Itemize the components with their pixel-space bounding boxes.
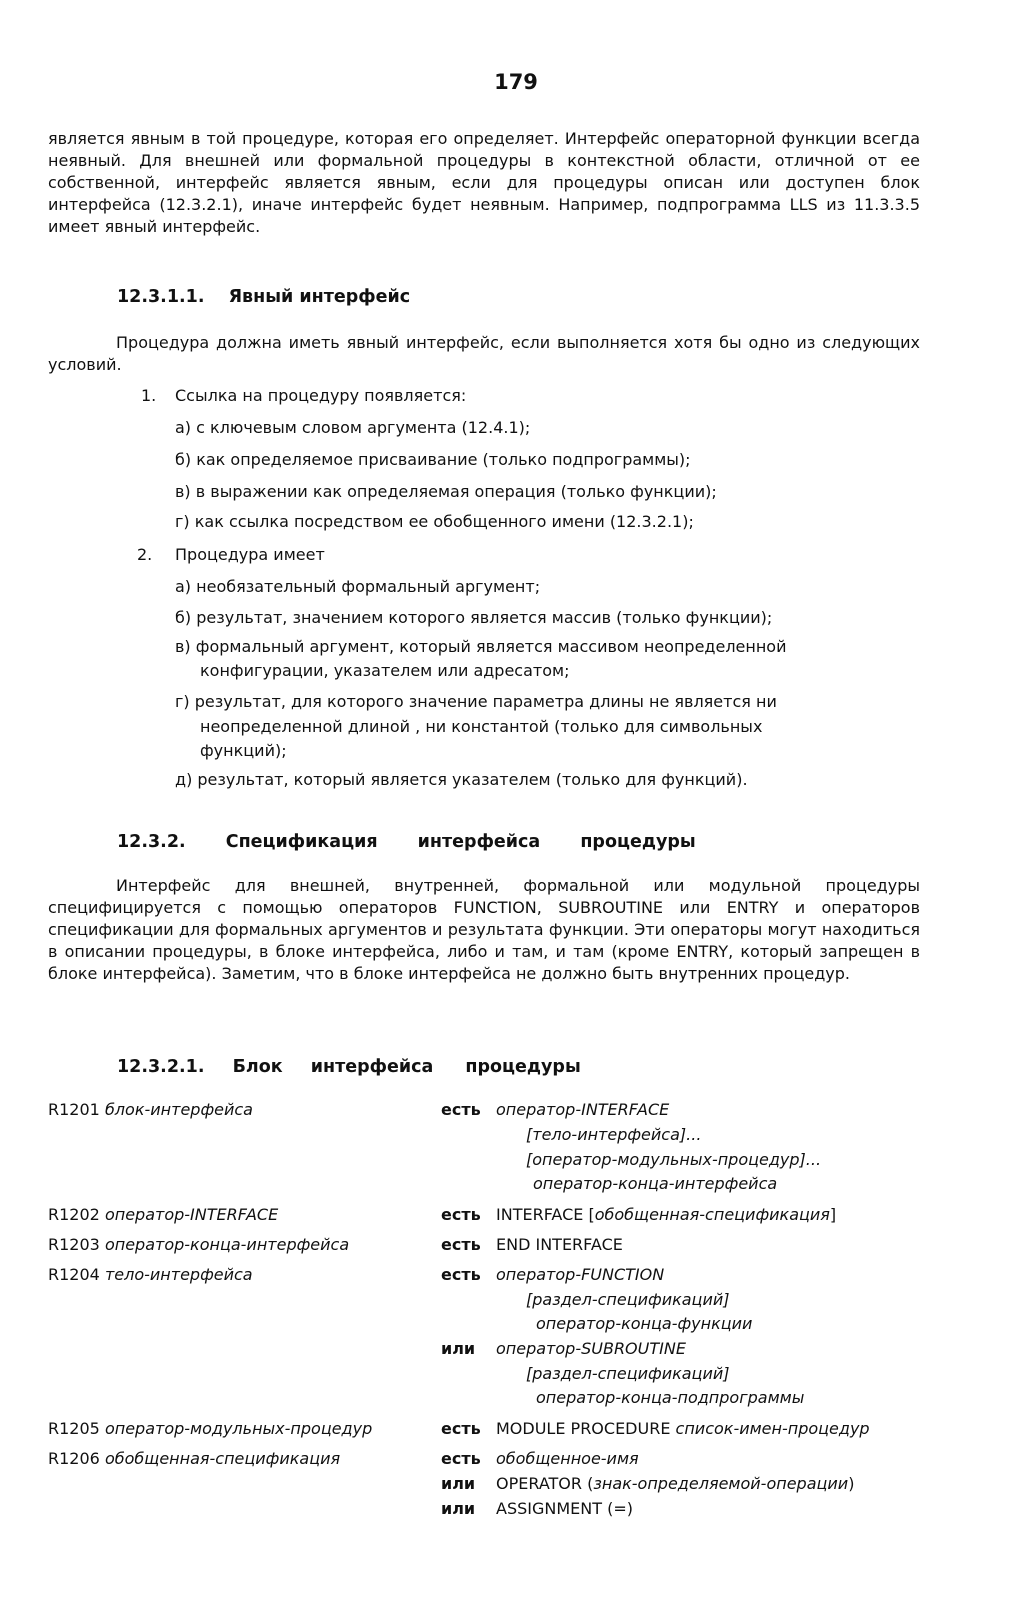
list-subitem: а) с ключевым словом аргумента (12.4.1); [175, 418, 531, 437]
rule-rhs [526, 1149, 821, 1171]
rule-rhs [496, 1338, 686, 1360]
section-title-word: интерфейса [417, 832, 541, 852]
list-subitem: б) результат, значением которого является массив (только функции); [175, 608, 773, 627]
rule-id: R1203 [48, 1235, 100, 1254]
rule-name: оператор-модульных-процедур [104, 1419, 373, 1438]
rule-r1205 [48, 1418, 372, 1440]
intro-paragraph: является явным в той процедуре, которая его определяет. Интерфейс операторной функции всегда неявный. Для внешней или формальной процедуры в контекстной области, отличной от ее собственной, интерфейс является явным, если для процедуры описан или доступен блок интерфейса (12.3.2.1), иначе интерфейс будет неявным. Например, подпрограмма LLS из 11.3.3.5 имеет явный интерфейс. [48, 129, 920, 236]
section-number: 12.3.1.1. [117, 287, 205, 307]
keyword-est: есть [441, 1449, 481, 1468]
section-title-word: интерфейса [310, 1057, 434, 1077]
rhs-literal: ASSIGNMENT (=) [496, 1499, 633, 1518]
rule-rhs [526, 1289, 729, 1311]
list-subitem: б) как определяемое присваивание (только подпрограммы); [175, 450, 691, 469]
rule-rhs [533, 1173, 777, 1195]
rule-rhs [496, 1234, 623, 1256]
rule-rhs [536, 1313, 752, 1335]
section-heading-interface-block [117, 1057, 581, 1077]
keyword-ili: или [441, 1474, 476, 1493]
section-title: Явный интерфейс [228, 287, 411, 307]
rhs-term: обобщенное-имя [496, 1449, 639, 1468]
rule-id: R1204 [48, 1265, 100, 1284]
section-title-word: процедуры [580, 832, 696, 852]
rhs-literal: ) [848, 1474, 855, 1493]
rhs-term: обобщенная-спецификация [594, 1205, 830, 1224]
rule-name: блок-интерфейса [104, 1100, 253, 1119]
list-subitem: г) результат, для которого значение параметра длины не является ни [175, 692, 777, 711]
rhs-term: знак-определяемой-операции [593, 1474, 849, 1493]
rhs-term: [раздел-спецификаций] [526, 1364, 730, 1383]
list-subitem: в) формальный аргумент, который является массивом неопределенной [175, 637, 787, 656]
rule-rhs [496, 1498, 633, 1520]
rule-rhs [496, 1264, 664, 1286]
keyword-est: есть [441, 1235, 481, 1254]
list-subitem: а) необязательный формальный аргумент; [175, 577, 541, 596]
list-subitem-continuation: конфигурации, указателем или адресатом; [200, 661, 570, 680]
rhs-term: оператор-конца-интерфейса [533, 1174, 778, 1193]
section-title-word: Блок [232, 1057, 283, 1077]
rule-rhs [496, 1448, 639, 1470]
conditions-lead: Процедура должна иметь явный интерфейс, если выполняется хотя бы одно из следующих условий. [48, 333, 920, 374]
rule-r1203 [48, 1234, 349, 1256]
rhs-term: оператор-конца-функции [536, 1314, 753, 1333]
rule-rhs [496, 1099, 669, 1121]
rule-r1204 [48, 1264, 253, 1286]
rhs-literal: END INTERFACE [496, 1235, 623, 1254]
section-title-word: процедуры [465, 1057, 581, 1077]
list-subitem: в) в выражении как определяемая операция (только функции); [175, 482, 717, 501]
section-number: 12.3.2.1. [117, 1057, 205, 1077]
rhs-term: [раздел-спецификаций] [526, 1290, 730, 1309]
rule-id: R1201 [48, 1100, 100, 1119]
rule-rhs [526, 1124, 701, 1146]
keyword-est: есть [441, 1265, 481, 1284]
keyword-est: есть [441, 1419, 481, 1438]
rhs-term: оператор-SUBROUTINE [496, 1339, 686, 1358]
rhs-term: [тело-интерфейса]... [526, 1125, 702, 1144]
list-number: 2. [137, 545, 153, 564]
rhs-literal: OPERATOR ( [496, 1474, 594, 1493]
rule-rhs [496, 1473, 854, 1495]
section-heading-interface-specification [117, 832, 696, 852]
rhs-term: оператор-конца-подпрограммы [536, 1388, 805, 1407]
rhs-term: оператор-FUNCTION [496, 1265, 665, 1284]
list-item: Ссылка на процедуру появляется: [175, 386, 467, 405]
keyword-ili: или [441, 1339, 476, 1358]
rule-name: обобщенная-спецификация [104, 1449, 341, 1468]
list-subitem: г) как ссылка посредством ее обобщенного имени (12.3.2.1); [175, 512, 694, 531]
list-item: Процедура имеет [175, 545, 325, 564]
rhs-term: [оператор-модульных-процедур]... [526, 1150, 822, 1169]
rule-id: R1206 [48, 1449, 100, 1468]
rhs-term: оператор-INTERFACE [496, 1100, 670, 1119]
rhs-literal: MODULE PROCEDURE [496, 1419, 676, 1438]
keyword-est: есть [441, 1205, 481, 1224]
keyword-est: есть [441, 1100, 481, 1119]
rule-rhs [496, 1204, 836, 1226]
page-number: 179 [494, 70, 538, 94]
rule-r1206 [48, 1448, 340, 1470]
list-subitem-continuation: неопределенной длиной , ни константой (только для символьных [200, 717, 763, 736]
rule-id: R1205 [48, 1419, 100, 1438]
section-number: 12.3.2. [117, 832, 186, 852]
section-heading-explicit-interface [117, 287, 410, 307]
rule-rhs [536, 1387, 804, 1409]
rule-name: тело-интерфейса [104, 1265, 253, 1284]
rule-r1202 [48, 1204, 278, 1226]
rhs-literal: INTERFACE [ [496, 1205, 595, 1224]
rule-r1201 [48, 1099, 253, 1121]
keyword-ili: или [441, 1499, 476, 1518]
rule-name: оператор-конца-интерфейса [104, 1235, 350, 1254]
rhs-literal: ] [829, 1205, 837, 1224]
list-number: 1. [141, 386, 157, 405]
rule-name: оператор-INTERFACE [104, 1205, 279, 1224]
specification-paragraph: Интерфейс для внешней, внутренней, формальной или модульной процедуры специфицируется с помощью операторов FUNCTION, SUBROUTINE или ENTRY и операторов спецификации для формальных аргументов и результата функции. Эти операторы могут находиться в описании процедуры, в блоке интерфейса, либо и там, и там (кроме ENTRY, который запрещен в блоке интерфейса). Заметим, что в блоке интерфейса не должно быть внутренних процедур. [48, 876, 920, 983]
section-title-word: Спецификация [225, 832, 378, 852]
list-subitem: д) результат, который является указателем (только для функций). [175, 770, 748, 789]
rule-id: R1202 [48, 1205, 100, 1224]
rhs-term: список-имен-процедур [675, 1419, 870, 1438]
rule-rhs [496, 1418, 870, 1440]
list-subitem-continuation: функций); [200, 741, 287, 760]
rule-rhs [526, 1363, 729, 1385]
